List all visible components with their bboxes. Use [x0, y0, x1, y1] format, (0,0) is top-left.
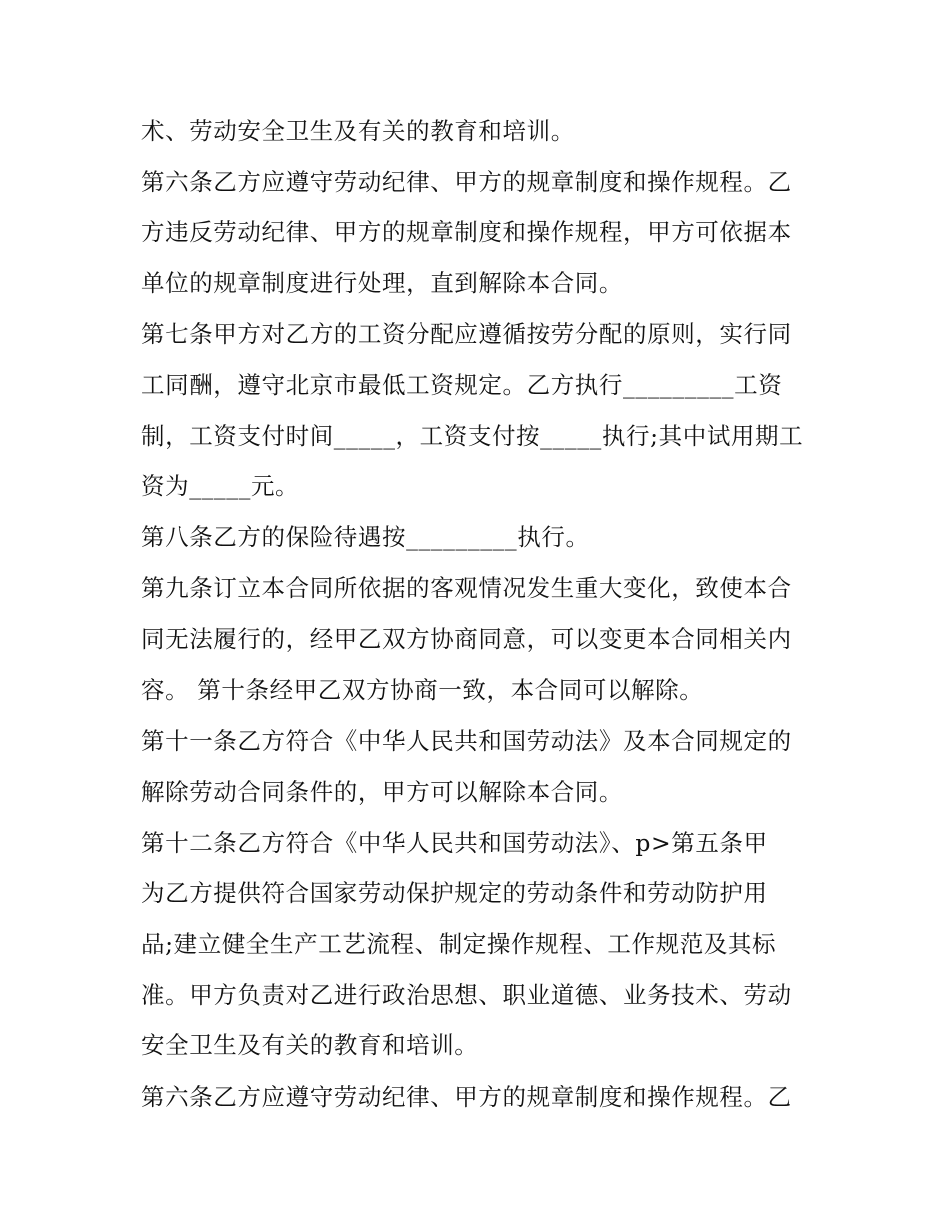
text-line: 解除劳动合同条件的，甲方可以解除本合同。	[141, 778, 623, 806]
text-line: 第六条乙方应遵守劳动纪律、甲方的规章制度和操作规程。乙	[141, 168, 792, 196]
text-line: 术、劳动安全卫生及有关的教育和培训。	[141, 117, 575, 145]
text-line: 第十一条乙方符合《中华人民共和国劳动法》及本合同规定的	[141, 727, 792, 755]
text-line: 单位的规章制度进行处理，直到解除本合同。	[141, 269, 623, 297]
text-line: 方违反劳动纪律、甲方的规章制度和操作规程，甲方可依据本	[141, 218, 792, 246]
text-line: 准。甲方负责对乙进行政治思想、职业道德、业务技术、劳动	[141, 981, 792, 1009]
text-line: 第六条乙方应遵守劳动纪律、甲方的规章制度和操作规程。乙	[141, 1083, 792, 1111]
text-line: 工同酬，遵守北京市最低工资规定。乙方执行_________工资	[141, 371, 783, 399]
text-line: 第七条甲方对乙方的工资分配应遵循按劳分配的原则，实行同	[141, 320, 792, 348]
text-line: 资为_____元。	[141, 472, 300, 500]
text-line: 为乙方提供符合国家劳动保护规定的劳动条件和劳动防护用	[141, 879, 768, 907]
text-line: 第十二条乙方符合《中华人民共和国劳动法》、p>第五条甲	[141, 829, 768, 857]
text-line: 同无法履行的，经甲乙双方协商同意，可以变更本合同相关内	[141, 625, 792, 653]
text-line: 第八条乙方的保险待遇按_________执行。	[141, 523, 590, 551]
text-line: 安全卫生及有关的教育和培训。	[141, 1031, 479, 1059]
text-line: 品;建立健全生产工艺流程、制定操作规程、工作规范及其标	[141, 930, 777, 958]
text-line: 制，工资支付时间_____，工资支付按_____执行;其中试用期工	[141, 422, 804, 450]
text-line: 容。 第十条经甲乙双方协商一致，本合同可以解除。	[141, 676, 704, 704]
text-line: 第九条订立本合同所依据的客观情况发生重大变化，致使本合	[141, 574, 792, 602]
